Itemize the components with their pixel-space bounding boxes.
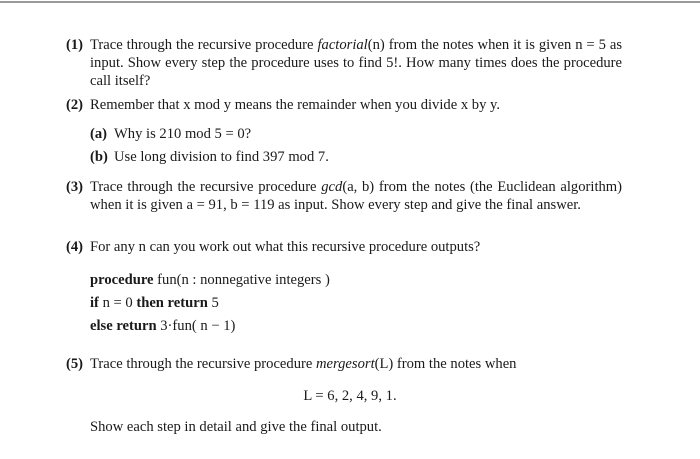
problem-text: Trace through the recursive procedure factorial(n) from the notes when it is given n = 5 as input. Show every step the procedure uses to find 5!. How many times does the procedure call itself? bbox=[90, 37, 623, 89]
top-divider bbox=[0, 1, 700, 3]
problem-2b bbox=[90, 148, 610, 166]
function-name: mergesort bbox=[315, 356, 375, 372]
problem-5-instruction: Show each step in detail and give the final output. bbox=[90, 419, 382, 435]
problem-2 bbox=[66, 96, 622, 114]
problem-number: (2) bbox=[66, 97, 84, 113]
problem-text: Remember that x mod y means the remainder when you divide x by y. bbox=[90, 97, 501, 113]
problem-text: Trace through the recursive procedure mergesort(L) from the notes when bbox=[90, 356, 517, 372]
pseudocode-line-2: if n = 0 then return 5 bbox=[90, 295, 219, 311]
function-name: gcd bbox=[321, 179, 343, 195]
keyword: if bbox=[90, 295, 99, 311]
problem-number: (5) bbox=[66, 356, 84, 372]
problem-3 bbox=[66, 178, 622, 214]
pseudocode-line-3: else return 3·fun( n − 1) bbox=[90, 318, 236, 334]
subpart-text: Why is 210 mod 5 = 0? bbox=[114, 126, 252, 142]
function-name: factorial bbox=[317, 37, 368, 53]
problem-5 bbox=[66, 355, 622, 373]
keyword: procedure bbox=[90, 272, 154, 288]
problem-number: (4) bbox=[66, 239, 84, 255]
subpart-label: (b) bbox=[90, 149, 108, 165]
problem-text: Trace through the recursive procedure gcd(a, b) from the notes (the Euclidean algorithm) when it is given a = 91, b = 119 as input. Show every step and give the final answer. bbox=[90, 179, 623, 213]
display-formula: L = 6, 2, 4, 9, 1. bbox=[303, 388, 397, 404]
subpart-text: Use long division to find 397 mod 7. bbox=[114, 149, 329, 165]
keyword: then return bbox=[136, 295, 208, 311]
problem-number: (1) bbox=[66, 37, 84, 53]
problem-2a bbox=[90, 125, 610, 143]
problem-number: (3) bbox=[66, 179, 84, 195]
problem-text: For any n can you work out what this recursive procedure outputs? bbox=[90, 239, 481, 255]
subpart-label: (a) bbox=[90, 126, 108, 142]
keyword: else return bbox=[90, 318, 157, 334]
problem-4 bbox=[66, 238, 622, 256]
problem-1 bbox=[66, 36, 622, 90]
pseudocode-line-1: procedure fun(n : nonnegative integers ) bbox=[90, 272, 330, 288]
